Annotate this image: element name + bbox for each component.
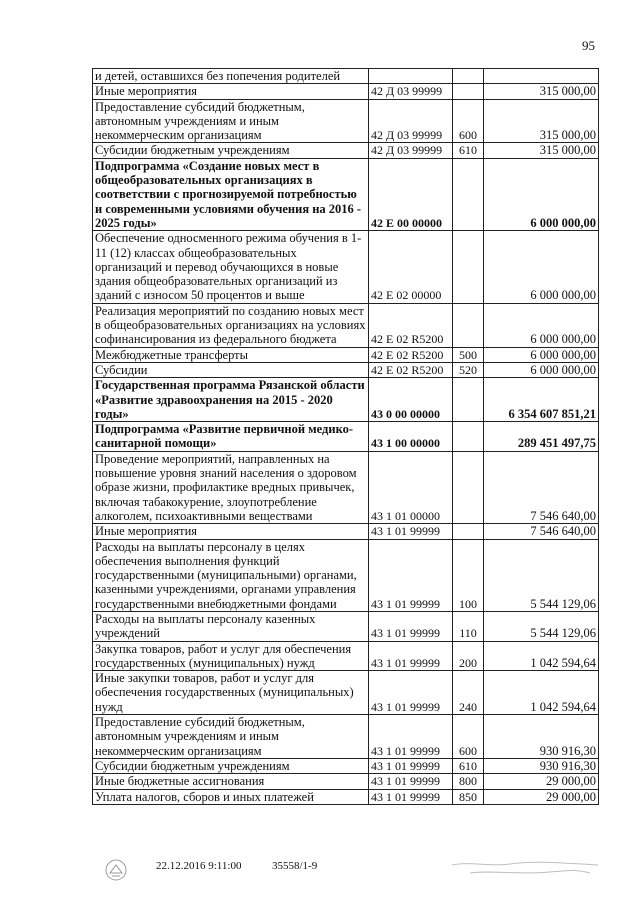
row-name-cell: Субсидии [93, 362, 369, 377]
row-expense-type-cell: 600 [453, 99, 484, 143]
row-code-cell: 42 Д 03 99999 [369, 99, 453, 143]
row-code-cell [369, 69, 453, 84]
row-amount-cell: 6 000 000,00 [484, 303, 599, 347]
row-amount-cell: 5 544 129,06 [484, 611, 599, 641]
row-name-cell: и детей, оставшихся без попечения родителей [93, 69, 369, 84]
table-row [93, 143, 599, 158]
row-amount-cell: 315 000,00 [484, 99, 599, 143]
budget-table [92, 68, 599, 805]
row-code-cell: 43 1 01 00000 [369, 451, 453, 523]
row-code-cell: 42 Д 03 99999 [369, 143, 453, 158]
table-row [93, 789, 599, 804]
table-row [93, 611, 599, 641]
row-code-cell: 43 1 01 99999 [369, 774, 453, 789]
row-name-cell: Уплата налогов, сборов и иных платежей [93, 789, 369, 804]
row-expense-type-cell: 500 [453, 347, 484, 362]
row-name-cell: Иные бюджетные ассигнования [93, 774, 369, 789]
row-expense-type-cell [453, 303, 484, 347]
table-row [93, 524, 599, 539]
row-code-cell: 42 Е 00 00000 [369, 158, 453, 230]
row-name-cell: Проведение мероприятий, направленных на повышение уровня знаний населения о здоровом образе жизни, профилактике вредных привычек, включая табакокурение, злоупотребление алкоголем, психоактивными веществами [93, 451, 369, 523]
table-row [93, 378, 599, 422]
row-amount-cell: 29 000,00 [484, 789, 599, 804]
row-amount-cell: 1 042 594,64 [484, 641, 599, 671]
row-name-cell: Субсидии бюджетным учреждениям [93, 758, 369, 773]
row-code-cell: 42 Е 02 00000 [369, 231, 453, 303]
row-name-cell: Иные мероприятия [93, 84, 369, 99]
row-code-cell: 42 Е 02 R5200 [369, 347, 453, 362]
row-amount-cell: 930 916,30 [484, 715, 599, 759]
row-amount-cell: 6 000 000,00 [484, 362, 599, 377]
row-expense-type-cell [453, 451, 484, 523]
row-expense-type-cell: 240 [453, 671, 484, 715]
row-name-cell: Подпрограмма «Развитие первичной медико-санитарной помощи» [93, 422, 369, 452]
footer-date: 22.12.2016 9:11:00 [156, 860, 242, 872]
table-row [93, 641, 599, 671]
row-expense-type-cell: 110 [453, 611, 484, 641]
row-name-cell: Подпрограмма «Создание новых мест в общеобразовательных организациях в соответствии с прогнозируемой потребностью и современными условиями обучения на 2016 - 2025 годы» [93, 158, 369, 230]
table-row [93, 362, 599, 377]
budget-table-body [93, 69, 599, 805]
row-name-cell: Предоставление субсидий бюджетным, автономным учреждениям и иным некоммерческим организациям [93, 99, 369, 143]
row-amount-cell: 5 544 129,06 [484, 539, 599, 611]
row-code-cell: 42 Е 02 R5200 [369, 303, 453, 347]
table-row [93, 158, 599, 230]
row-code-cell: 43 1 01 99999 [369, 524, 453, 539]
row-expense-type-cell: 850 [453, 789, 484, 804]
row-name-cell: Межбюджетные трансферты [93, 347, 369, 362]
row-name-cell: Обеспечение односменного режима обучения в 1-11 (12) классах общеобразовательных организаций и перевод обучающихся в новые здания общеобразовательных организаций из зданий с износом 50 процентов и выше [93, 231, 369, 303]
row-amount-cell: 29 000,00 [484, 774, 599, 789]
table-row [93, 84, 599, 99]
row-code-cell: 42 Е 02 R5200 [369, 362, 453, 377]
row-name-cell: Субсидии бюджетным учреждениям [93, 143, 369, 158]
table-row [93, 539, 599, 611]
row-expense-type-cell: 520 [453, 362, 484, 377]
row-name-cell: Иные закупки товаров, работ и услуг для обеспечения государственных (муниципальных) нужд [93, 671, 369, 715]
table-row [93, 231, 599, 303]
seal-icon [104, 858, 128, 882]
table-row [93, 451, 599, 523]
row-code-cell: 42 Д 03 99999 [369, 84, 453, 99]
row-expense-type-cell [453, 84, 484, 99]
table-row [93, 422, 599, 452]
row-expense-type-cell: 610 [453, 758, 484, 773]
row-amount-cell: 930 916,30 [484, 758, 599, 773]
row-expense-type-cell [453, 231, 484, 303]
table-row [93, 715, 599, 759]
row-code-cell: 43 1 01 99999 [369, 789, 453, 804]
row-expense-type-cell: 600 [453, 715, 484, 759]
row-expense-type-cell [453, 69, 484, 84]
row-amount-cell: 7 546 640,00 [484, 451, 599, 523]
row-amount-cell [484, 69, 599, 84]
row-code-cell: 43 1 01 99999 [369, 715, 453, 759]
row-code-cell: 43 1 01 99999 [369, 539, 453, 611]
row-name-cell: Государственная программа Рязанской области «Развитие здравоохранения на 2015 - 2020 годы» [93, 378, 369, 422]
row-amount-cell: 6 000 000,00 [484, 347, 599, 362]
table-row [93, 347, 599, 362]
table-row [93, 774, 599, 789]
row-amount-cell: 315 000,00 [484, 84, 599, 99]
table-row [93, 303, 599, 347]
row-code-cell: 43 1 01 99999 [369, 611, 453, 641]
row-name-cell: Закупка товаров, работ и услуг для обеспечения государственных (муниципальных) нужд [93, 641, 369, 671]
row-amount-cell: 6 000 000,00 [484, 158, 599, 230]
footer-document-id: 35558/1-9 [272, 860, 318, 872]
row-expense-type-cell [453, 422, 484, 452]
row-name-cell: Иные мероприятия [93, 524, 369, 539]
page-footer [0, 855, 640, 885]
table-row [93, 99, 599, 143]
row-code-cell: 43 0 00 00000 [369, 378, 453, 422]
row-amount-cell: 1 042 594,64 [484, 671, 599, 715]
row-expense-type-cell: 200 [453, 641, 484, 671]
row-amount-cell: 7 546 640,00 [484, 524, 599, 539]
row-amount-cell: 315 000,00 [484, 143, 599, 158]
table-row [93, 671, 599, 715]
table-row [93, 758, 599, 773]
row-amount-cell: 6 000 000,00 [484, 231, 599, 303]
row-name-cell: Расходы на выплаты персоналу казенных учреждений [93, 611, 369, 641]
row-expense-type-cell [453, 158, 484, 230]
row-expense-type-cell [453, 524, 484, 539]
row-expense-type-cell: 100 [453, 539, 484, 611]
row-code-cell: 43 1 00 00000 [369, 422, 453, 452]
table-row [93, 69, 599, 84]
row-code-cell: 43 1 01 99999 [369, 671, 453, 715]
row-expense-type-cell: 610 [453, 143, 484, 158]
row-expense-type-cell: 800 [453, 774, 484, 789]
row-expense-type-cell [453, 378, 484, 422]
row-name-cell: Расходы на выплаты персоналу в целях обеспечения выполнения функций государственными (муниципальными) органами, казенными учреждениями, органами управления государственными внебюджетными фондами [93, 539, 369, 611]
row-name-cell: Реализация мероприятий по созданию новых мест в общеобразовательных организациях на условиях софинансирования из федерального бюджета [93, 303, 369, 347]
footer-watermark [450, 858, 600, 881]
row-code-cell: 43 1 01 99999 [369, 758, 453, 773]
row-amount-cell: 289 451 497,75 [484, 422, 599, 452]
page-number: 95 [582, 38, 595, 53]
row-code-cell: 43 1 01 99999 [369, 641, 453, 671]
row-amount-cell: 6 354 607 851,21 [484, 378, 599, 422]
row-name-cell: Предоставление субсидий бюджетным, автономным учреждениям и иным некоммерческим организациям [93, 715, 369, 759]
